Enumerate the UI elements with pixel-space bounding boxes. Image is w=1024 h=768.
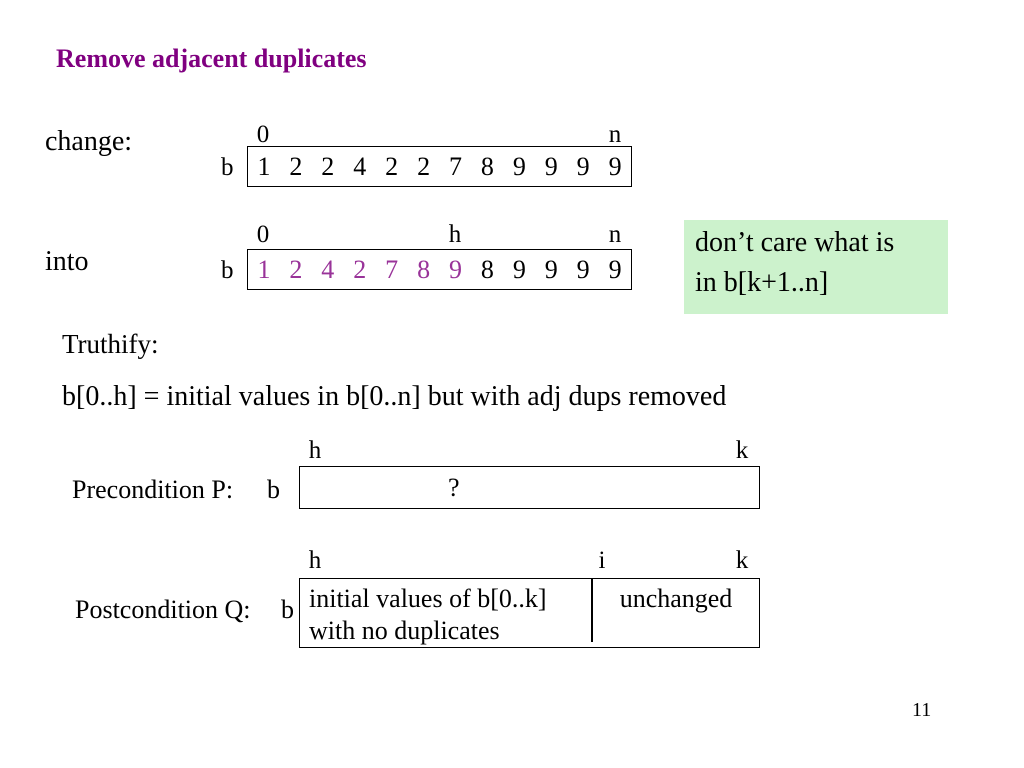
postcondition-right-cell: unchanged [619,584,733,613]
change-array-index-n: n [608,121,622,148]
array-cell: 9 [608,254,622,284]
left-cell-line-2: with no duplicates [309,616,500,645]
postcondition-index-i: i [598,547,606,574]
array-cell: 2 [289,151,303,181]
array-cell: 9 [512,151,526,181]
dont-care-note [684,220,948,314]
precondition-index-h: h [308,437,322,464]
change-label: change: [45,126,133,157]
array-cell: 2 [353,254,367,284]
array-cell: 8 [480,151,494,181]
array-cell: 1 [257,151,271,181]
array-cell: 7 [385,254,399,284]
array-cell: 2 [289,254,303,284]
array-cell: 8 [480,254,494,284]
into-array-index-0: 0 [256,221,270,248]
array-cell: 4 [321,254,335,284]
page-number: 11 [912,699,932,721]
postcondition-array-name: b [281,595,294,624]
array-cell: 8 [417,254,431,284]
change-array-index-0: 0 [256,121,270,148]
array-cell: 2 [385,151,399,181]
into-array-index-n: n [608,221,622,248]
truthify-statement: b[0..h] = initial values in b[0..n] but with adj dups removed [62,381,727,412]
postcondition-index-h: h [308,547,322,574]
array-cell: 9 [512,254,526,284]
array-cell: 7 [448,151,462,181]
array-cell: 9 [544,254,558,284]
array-cell: 9 [608,151,622,181]
precondition-content: ? [448,472,460,502]
precondition-label: Precondition P: [72,475,234,504]
precondition-array [299,466,760,509]
change-array [247,146,632,187]
postcondition-left-cell [309,583,547,647]
left-cell-line-1: initial values of b[0..k] [309,584,547,613]
change-array-name: b [221,154,234,181]
note-line-1: don’t care what is [695,227,895,258]
array-cell: 9 [448,254,462,284]
into-array [247,249,632,290]
into-label: into [45,246,89,277]
array-cell: 4 [353,151,367,181]
array-cell: 9 [544,151,558,181]
into-array-index-h: h [448,221,462,248]
array-cell: 9 [576,254,590,284]
array-cell: 2 [417,151,431,181]
array-cell: 1 [257,254,271,284]
into-array-name: b [221,257,234,284]
slide-title: Remove adjacent duplicates [56,44,367,73]
postcondition-label: Postcondition Q: [75,595,251,624]
note-line-2: in b[k+1..n] [695,267,829,298]
array-cell: 9 [576,151,590,181]
precondition-index-k: k [735,437,749,464]
precondition-array-name: b [267,475,280,504]
postcondition-index-k: k [735,547,749,574]
array-cell: 2 [321,151,335,181]
postcondition-array [299,578,760,648]
truthify-label: Truthify: [62,329,159,359]
